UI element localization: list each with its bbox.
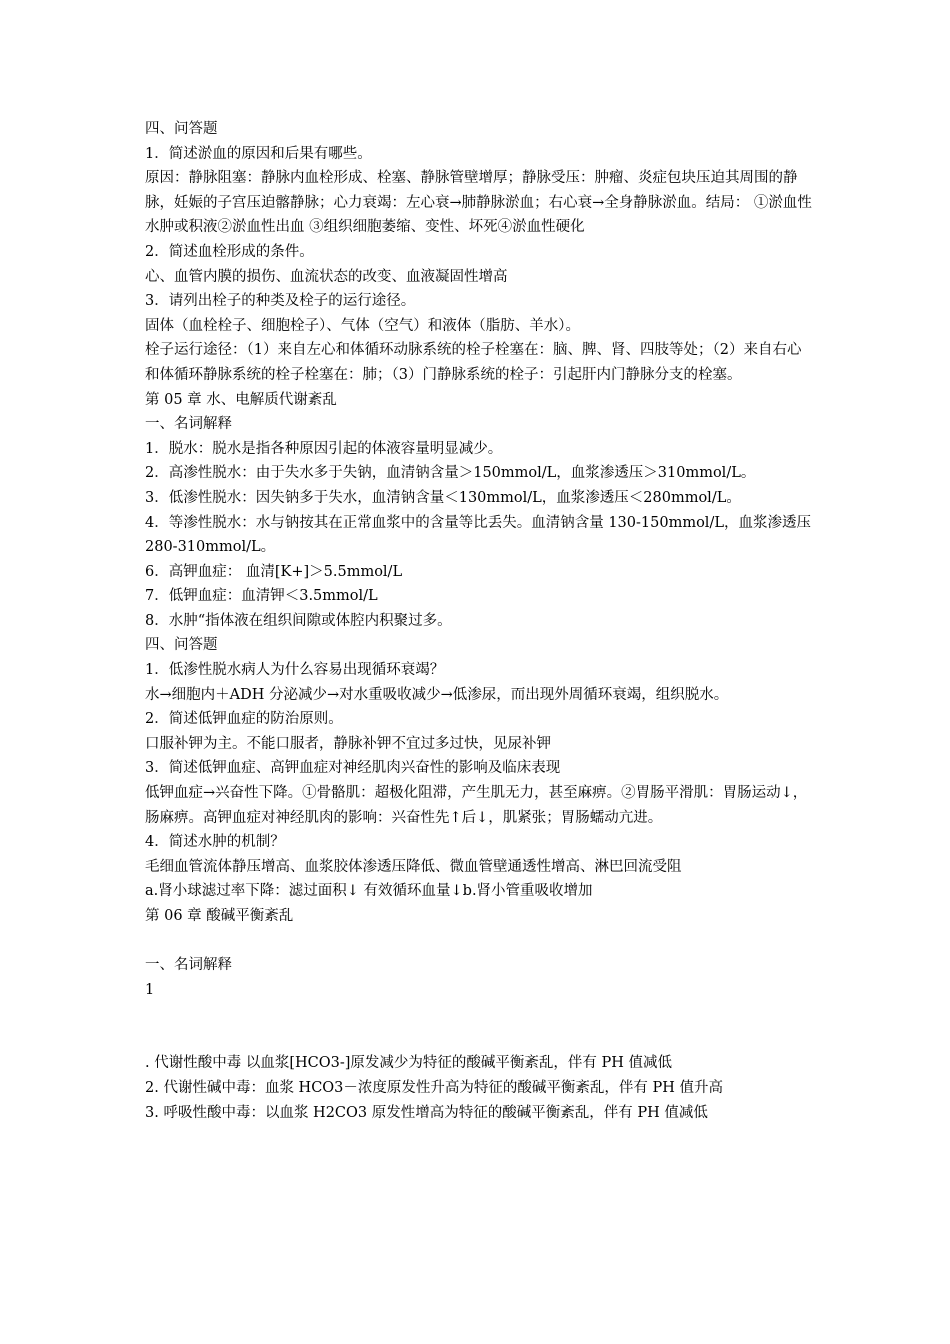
answer-2-thrombus: 心、血管内膜的损伤、血流状态的改变、血液凝固性增高 [145, 268, 508, 285]
chapter-06-heading: 第 06 章 酸碱平衡紊乱 [145, 908, 294, 924]
question-1-circulatory-failure: 1．低渗性脱水病人为什么容易出现循环衰竭？ [145, 662, 445, 679]
spacer [145, 929, 813, 954]
term-dehydration: 1．脱水：脱水是指各种原因引起的体液容量明显减少。 [145, 440, 503, 457]
answer-2-hypokalemia-treatment: 口服补钾为主。不能口服者，静脉补钾不宜过多过快，见尿补钾 [145, 735, 551, 752]
spacer [145, 1002, 813, 1051]
question-2-thrombus: 2．简述血栓形成的条件。 [145, 243, 314, 260]
section-heading-qa-2: 四、问答题 [145, 637, 218, 654]
question-3-embolus: 3．请列出栓子的种类及栓子的运行途径。 [145, 293, 416, 310]
term-hypotonic-dehydration: 3．低渗性脱水：因失钠多于失水，血清钠含量＜130mmol/L，血浆渗透压＜280mmol/L。 [145, 489, 741, 506]
answer-4-edema-mechanism: 毛细血管流体静压增高、血浆胶体渗透压降低、微血管壁通透性增高、淋巴回流受阻 [145, 858, 682, 875]
section-heading-terms: 一、名词解释 [145, 416, 232, 433]
answer-1-circulatory-failure: 水→细胞内＋ADH 分泌减少→对水重吸收减少→低渗尿，而出现外周循环衰竭，组织脱水。 [145, 686, 729, 703]
term-edema: 8．水肿“指体液在组织间隙或体腔内积聚过多。 [145, 612, 452, 629]
chapter-05-heading: 第 05 章 水、电解质代谢紊乱 [145, 391, 337, 408]
term-metabolic-acidosis: . 代谢性酸中毒 以血浆[HCO3-]原发减少为特征的酸碱平衡紊乱，伴有 PH 值减低 [145, 1055, 673, 1072]
term-hypertonic-dehydration: 2．高渗性脱水：由于失水多于失钠，血清钠含量＞150mmol/L，血浆渗透压＞310mmol/L。 [145, 465, 756, 482]
term-isotonic-dehydration: 4．等渗性脱水：水与钠按其在正常血浆中的含量等比丢失。血清钠含量 130-150mmol/L，血浆渗透压 280-310mmol/L。 [145, 514, 811, 556]
answer-4-edema-detail: a.肾小球滤过率下降：滤过面积↓ 有效循环血量↓b.肾小管重吸收增加 [145, 883, 593, 900]
answer-3-embolus-types: 固体（血栓栓子、细胞栓子）、气体（空气）和液体（脂肪、羊水）。 [145, 317, 580, 334]
term-hypokalemia: 7．低钾血症：血清钾＜3.5mmol/L [145, 588, 378, 605]
term-hyperkalemia: 6．高钾血症： 血清[K+]＞5.5mmol/L [145, 563, 403, 580]
document-body [145, 117, 813, 1125]
section-heading-terms-2: 一、名词解释 [145, 957, 232, 974]
term-metabolic-alkalosis: 2. 代谢性碱中毒：血浆 HCO3－浓度原发性升高为特征的酸碱平衡紊乱，伴有 PH 值升高 [145, 1079, 724, 1096]
question-4-edema-mechanism: 4．简述水肿的机制？ [145, 834, 285, 851]
term-respiratory-acidosis: 3. 呼吸性酸中毒：以血浆 H2CO3 原发性增高为特征的酸碱平衡紊乱，伴有 PH 值减低 [145, 1104, 708, 1121]
answer-1-congestion: 原因：静脉阻塞：静脉内血栓形成、栓塞、静脉管壁增厚；静脉受压：肿瘤、炎症包块压迫其周围的静脉，妊娠的子宫压迫髂静脉；心力衰竭：左心衰→肺静脉淤血；右心衰→全身静脉淤血。结局： ①淤血性水肿或积液②淤血性出血 ③组织细胞萎缩、变性、坏死④淤血性硬化 [145, 170, 812, 236]
question-2-hypokalemia-treatment: 2．简述低钾血症的防治原则。 [145, 711, 343, 728]
question-3-potassium-effects: 3．简述低钾血症、高钾血症对神经肌肉兴奋性的影响及临床表现 [145, 760, 561, 777]
answer-3-potassium-effects: 低钾血症→兴奋性下降。①骨骼肌：超极化阻滞，产生肌无力，甚至麻痹。②胃肠平滑肌：胃肠运动↓，肠麻痹。高钾血症对神经肌肉的影响：兴奋性先↑后↓，肌紧张；胃肠蠕动亢进。 [145, 785, 808, 826]
answer-3-embolus-route: 栓子运行途径：（1）来自左心和体循环动脉系统的栓子栓塞在：脑、脾、肾、四肢等处；（2）来自右心和体循环静脉系统的栓子栓塞在：肺；（3）门静脉系统的栓子：引起肝内门静脉分支的栓塞。 [145, 342, 802, 383]
item-number-1: 1 [145, 981, 155, 998]
section-heading-qa: 四、问答题 [145, 121, 218, 137]
question-1-congestion: 1．简述淤血的原因和后果有哪些。 [145, 145, 372, 162]
